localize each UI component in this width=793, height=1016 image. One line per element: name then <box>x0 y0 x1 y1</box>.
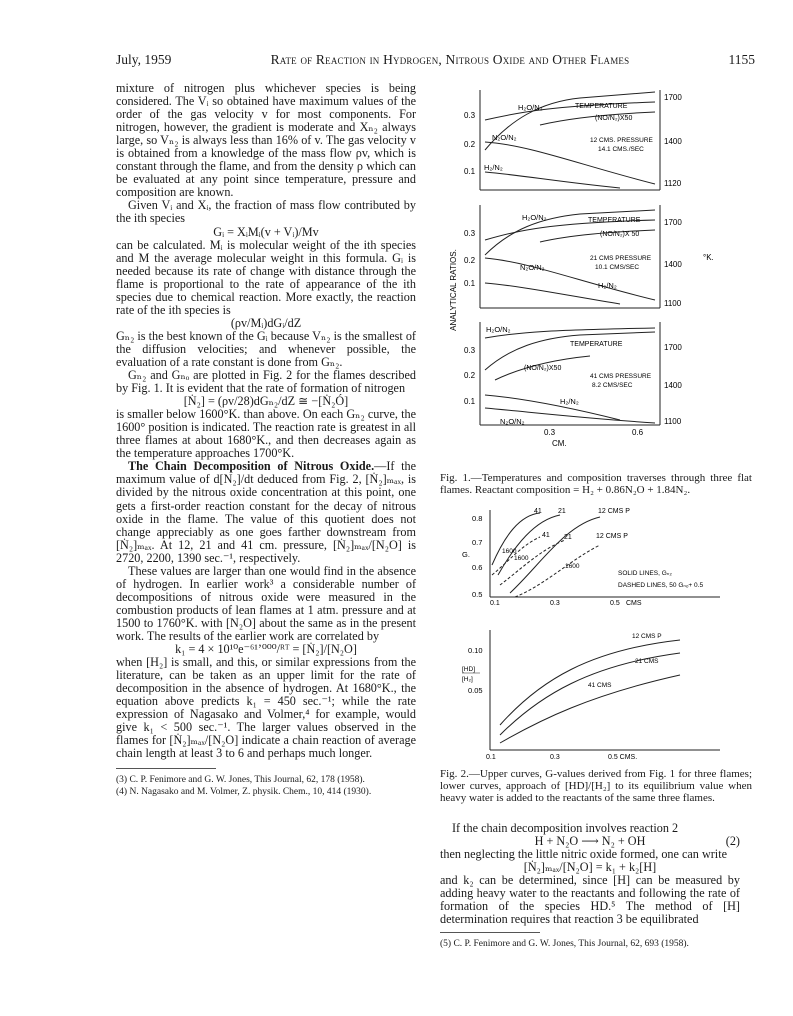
section-text: —If the maximum value of d[N₂]/dt deduced from Fig. 2, [Ṅ₂]ₘₐₓ, is divided by the nitrous oxide concentration at this point, one gets a first-order reaction constant for the decay of nitrous oxide in the flame. The value of this quotient does not change appreciably as one goes farther downstream from [Ṅ₂]ₘₐₓ. At 12, 21 and 41 cm. pressure, [Ṅ₂]ₘₐₓ/[N₂O] is 2720, 2200, 1390 sec.⁻¹, respectively. <box>116 459 416 565</box>
marker-label: 1600 <box>502 548 517 555</box>
tick-label: 1100 <box>664 299 682 308</box>
fig2-ylabel: G. <box>462 550 470 559</box>
footnote-rule <box>116 768 216 769</box>
label-temperature: TEMPERATURE <box>588 217 641 224</box>
label-n2o-n2: N₂O/N₂ <box>492 133 517 142</box>
equation: Gᵢ = XᵢMᵢ(v + Vᵢ)/Mv <box>213 224 319 239</box>
label-h2o-n2: H₂O/N₂ <box>522 213 547 222</box>
g-no-12-curve <box>515 545 600 597</box>
tick-label: 0.8 <box>472 514 483 523</box>
equation: k₁ = 4 × 10¹⁰e⁻⁶¹ʼ⁰⁰⁰/ᴿᵀ = [Ṅ₂]/[N₂O] <box>175 642 357 657</box>
fig2-lower-ylabel-num: [HD] <box>462 666 475 673</box>
tick-label: 0.10 <box>468 646 483 655</box>
tick-label: 0.5 <box>472 590 483 599</box>
tick-label: 0.6 <box>632 428 644 437</box>
figure-2-caption: Fig. 2.—Upper curves, G-values derived from Fig. 1 for three flames; lower curves, approach of [HD]/[H₂] to its equilibrium value when heavy water is added to the reactants of the same three flames. <box>440 768 752 804</box>
figure-1 <box>440 80 760 470</box>
page-header <box>116 52 755 70</box>
fig2-lower-panel <box>462 630 720 760</box>
paragraph: is smaller below 1600°K. than above. On each Gₙ₂ curve, the 1600° position is indicated. The reaction rate is greatest in all three flames at about 1680°K., and then decreases again as the temperature approaches 1700°K. <box>116 407 416 461</box>
tick-label: 1120 <box>664 179 682 188</box>
label-h2o-n2: H₂O/N₂ <box>486 325 511 334</box>
tick-label: 0.2 <box>464 256 476 265</box>
legend-solid: SOLID LINES, Gₙ₂ <box>618 570 672 577</box>
tick-label: 0.5 CMS. <box>608 754 638 760</box>
label-h2o-n2: H₂O/N₂ <box>518 103 543 112</box>
paragraph: and k₂ can be determined, since [H] can be measured by adding heavy water to the reactants and following the rate of formation of the species HD.⁵ The method of [H] determination requires that reaction 3 be equilibrated <box>440 873 740 927</box>
tick-label: 0.3 <box>544 428 556 437</box>
fig2-xunit: CMS <box>626 600 642 607</box>
paragraph: Gₙ₂ and Gₙₒ are plotted in Fig. 2 for the flames described by Fig. 1. It is evident that the rate of formation of nitrogen <box>116 368 416 396</box>
tick-label: 1700 <box>664 218 682 227</box>
g-no-21-curve <box>500 540 565 585</box>
fig1-panel-1 <box>464 90 682 190</box>
g-n2-21-curve <box>498 515 560 575</box>
figure-2 <box>460 505 750 760</box>
tick-label: 0.1 <box>464 167 476 176</box>
tick-label: 1700 <box>664 93 682 102</box>
fig1-xlabel: CM. <box>552 439 567 448</box>
curve-label: 41 CMS <box>588 682 612 689</box>
tick-label: 0.2 <box>464 371 476 380</box>
curve-label: 21 CMS <box>635 658 659 665</box>
fig1-panel-2 <box>464 205 682 308</box>
header-title: Rate of Reaction in Hydrogen, Nitrous Oxide and Other Flames <box>270 52 630 67</box>
page-number: 1155 <box>728 52 755 67</box>
hd-21-curve <box>500 653 680 735</box>
tick-label: 0.3 <box>464 346 476 355</box>
equation-row <box>440 835 740 848</box>
footnote: (5) C. P. Fenimore and G. W. Jones, This Journal, 62, 693 (1958). <box>440 939 689 950</box>
equation-number: (2) <box>725 834 740 849</box>
figure-1-caption: Fig. 1.—Temperatures and composition traverses through three flat flames. Reactant composition = H₂ + 0.86N₂O + 1.84N₂. <box>440 472 752 496</box>
equation: [Ṅ₂]ₘₐₓ/[N₂O] = k₁ + k₂[H] <box>523 860 657 875</box>
left-column <box>116 82 416 798</box>
paragraph: These values are larger than one would find in the absence of hydrogen. In earlier work³ a considerable number of decompositions of nitrous oxide were measured in the combustion products of lean flames at 1 atm. pressure and at 1500 to 1760°K. with [N₂O] about the same as in the present work. The results of the earlier work are correlated by <box>116 563 416 643</box>
curve-label: 12 CMS P <box>632 633 662 640</box>
tick-label: 0.1 <box>486 754 496 760</box>
tick-label: 0.5 <box>610 600 620 607</box>
tick-label: 0.05 <box>468 686 483 695</box>
tick-label: 0.3 <box>550 754 560 760</box>
label-n2o-n2: N₂O/N₂ <box>500 417 525 426</box>
fig2-upper-panel <box>462 508 720 607</box>
label-no: (NO/N₂)X 50 <box>600 231 640 238</box>
footnote: (4) N. Nagasako and M. Volmer, Z. physik. Chem., 10, 414 (1930). <box>116 787 372 798</box>
label-pressure: 12 CMS. PRESSURE <box>590 137 653 144</box>
tick-label: 0.7 <box>472 538 483 547</box>
paragraph: when [H₂] is small, and this, or similar expressions from the literature, can be taken as an upper limit for the rate of decomposition in the absence of hydrogen. At 1680°K., the equation above predicts k₁ = 450 sec.⁻¹; while the rate expression of Nagasako and Volmer,⁴ for example, would give k₁ < 500 sec.⁻¹. The larger values observed in the flames for [Ṅ₂]ₘₐₓ/[N₂O] indicate a chain reaction of average chain length at least 3 to 6 and perhaps much longer. <box>116 655 416 761</box>
curve-label: 21 <box>564 534 572 541</box>
marker-label: 1600 <box>565 563 580 570</box>
fig2-lower-ylabel-den: [H₂] <box>462 676 473 683</box>
fig1-right-axis-label: °K. <box>703 253 714 262</box>
tick-label: 1400 <box>664 381 682 390</box>
equation: [Ṅ₂] = (ρv/28)dGₙ₂/dZ ≅ −[Ṅ₂Ó] <box>183 394 349 409</box>
footnote-rule <box>440 932 540 933</box>
label-h2-n2: H₂/N₂ <box>484 163 503 172</box>
paragraph: Gₙ₂ is the best known of the Gᵢ because Vₙ₂ is the smallest of the diffusion velocities; and whenever possible, the evaluation of a rate constant is done from Gₙ₂. <box>116 328 416 369</box>
paragraph: then neglecting the little nitric oxide formed, one can write <box>440 847 727 862</box>
tick-label: 1400 <box>664 260 682 269</box>
tick-label: 0.3 <box>464 229 476 238</box>
tick-label: 0.1 <box>490 600 500 607</box>
marker-label: 1600 <box>514 555 529 562</box>
curve-label: 12 CMS P <box>598 508 630 515</box>
tick-label: 1700 <box>664 343 682 352</box>
curve-label: 41 <box>542 532 550 539</box>
label-velocity: 14.1 CMS./SEC <box>598 146 644 153</box>
fig1-ylabel: ANALYTICAL RATIOS. <box>449 249 458 331</box>
label-n2o-n2: N₂O/N₂ <box>520 263 545 272</box>
equation: H + N₂O ⟶ N₂ + OH <box>534 834 646 849</box>
paragraph: can be calculated. Mᵢ is molecular weight of the ith species and M the average molecular weight in this formula. Gᵢ is needed because its rate of change with distance through the flame is proportional to the rate of appearance of the ith species due to chemical reaction. More exactly, the reaction rate of the ith species is <box>116 237 416 317</box>
label-pressure: 21 CMS PRESSURE <box>590 255 652 262</box>
tick-label: 0.1 <box>464 397 476 406</box>
tick-label: 0.3 <box>550 600 560 607</box>
h2-curve <box>485 172 620 188</box>
tick-label: 0.3 <box>464 111 476 120</box>
footnote: (3) C. P. Fenimore and G. W. Jones, This Journal, 62, 178 (1958). <box>116 775 365 786</box>
label-pressure: 41 CMS PRESSURE <box>590 373 652 380</box>
label-h2-n2: H₂/N₂ <box>598 281 617 290</box>
label-temperature: TEMPERATURE <box>570 341 623 348</box>
curve-label: 21 <box>558 508 566 515</box>
label-velocity: 10.1 CMS/SEC <box>595 264 640 271</box>
label-temperature: TEMPERATURE <box>575 103 628 110</box>
label-h2-n2: H₂/N₂ <box>560 397 579 406</box>
curve-label: 12 CMS P <box>596 533 628 540</box>
curve-label: 41 <box>534 508 542 515</box>
label-velocity: 8.2 CMS/SEC <box>592 382 633 389</box>
section-heading: The Chain Decomposition of Nitrous Oxide. <box>128 459 375 474</box>
label-no: (NO/N₂)X50 <box>595 115 633 122</box>
fig1-panel-3 <box>464 322 682 448</box>
tick-label: 0.6 <box>472 563 483 572</box>
tick-label: 0.1 <box>464 279 476 288</box>
paragraph: If the chain decomposition involves reaction 2 <box>452 821 679 835</box>
tick-label: 1400 <box>664 137 682 146</box>
paragraph: mixture of nitrogen plus whichever species is being considered. The Vᵢ so obtained have maximum values of the order of the gas velocity v for most components. For nitrogen, however, the gradient is moderate and Xₙ₂ always large, so Vₙ₂ is always less than 16% of v. The gas velocity v is obtained from a knowledge of the mass flow ρv, which is constant through the flame, and from the density ρ which can be evaluated at any point since temperature, pressure and composition are known. <box>116 81 416 200</box>
legend-dashed: DASHED LINES, 50 Gₙₒ+ 0.5 <box>618 582 704 589</box>
header-date: July, 1959 <box>116 52 172 67</box>
equation: (ρv/Mᵢ)dGᵢ/dZ <box>230 315 302 330</box>
tick-label: 1100 <box>664 417 682 426</box>
right-column-text <box>440 822 740 950</box>
paragraph: Given Vᵢ and Xᵢ, the fraction of mass flow contributed by the ith species <box>116 198 416 226</box>
section-paragraph <box>116 460 416 564</box>
label-no: (NO/N₂)X50 <box>524 365 562 372</box>
temperature-curve <box>485 332 655 370</box>
tick-label: 0.2 <box>464 140 476 149</box>
